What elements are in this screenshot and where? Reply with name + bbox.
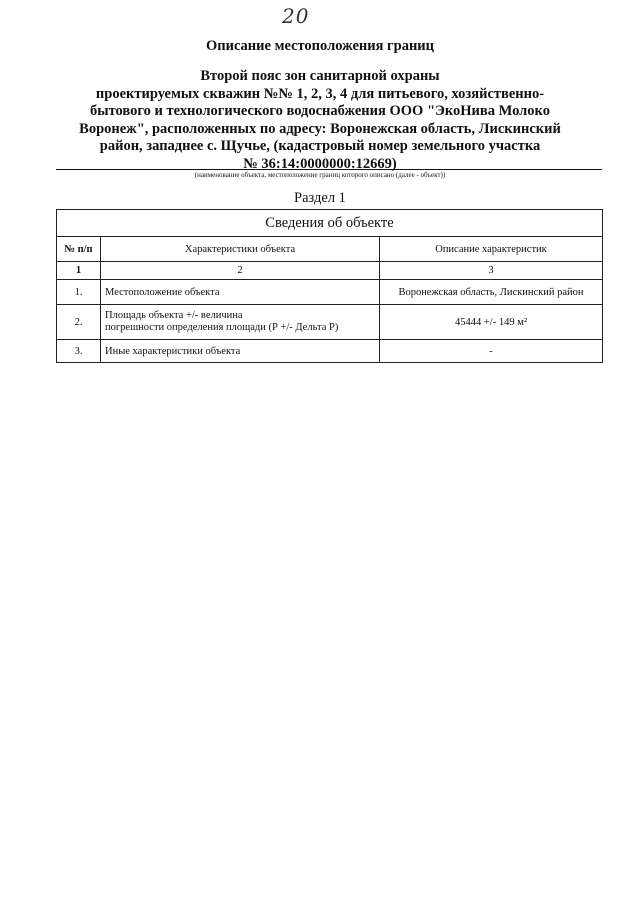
heading-underline — [56, 169, 602, 170]
heading-caption: (наименование объекта, местоположение границ которого описано (далее - объект)) — [194, 171, 446, 179]
row-characteristic: Местоположение объекта — [101, 280, 380, 305]
object-info-table — [56, 209, 603, 363]
heading-line: Второй пояс зон санитарной охраны — [200, 68, 440, 84]
row-characteristic-line: погрешности определения площади (Р +/- Дельта Р) — [105, 322, 339, 333]
row-number: 2. — [57, 305, 101, 340]
row-description: Воронежская область, Лискинский район — [380, 280, 603, 305]
column-header-description: Описание характеристик — [380, 237, 603, 262]
row-description: - — [380, 340, 603, 363]
table-row — [57, 340, 603, 363]
column-header-number: № п/п — [57, 237, 101, 262]
heading-line: Воронеж", расположенных по адресу: Воронежская область, Лискинский — [79, 120, 561, 137]
object-heading — [60, 68, 580, 173]
column-header-characteristic: Характеристики объекта — [101, 237, 380, 262]
table-caption: Сведения об объекте — [57, 210, 603, 237]
row-description: 45444 +/- 149 м² — [380, 305, 603, 340]
row-characteristic-line: Площадь объекта +/- величина — [105, 310, 243, 321]
heading-line: район, западнее с. Щучье, (кадастровый номер земельного участка — [99, 138, 541, 154]
row-number: 1. — [57, 280, 101, 305]
row-characteristic — [101, 305, 380, 340]
document-title: Описание местоположения границ — [205, 38, 435, 54]
table-row — [57, 305, 603, 340]
column-number: 1 — [57, 262, 101, 280]
heading-line: бытового и технологического водоснабжения ООО "ЭкоНива Молоко — [90, 103, 550, 119]
row-characteristic: Иные характеристики объекта — [101, 340, 380, 363]
table-row — [57, 280, 603, 305]
row-number: 3. — [57, 340, 101, 363]
column-number: 2 — [101, 262, 380, 280]
section-title: Раздел 1 — [294, 190, 346, 206]
page-number: 20 — [282, 4, 310, 28]
column-number: 3 — [380, 262, 603, 280]
heading-line: № 36:14:0000000:12669) — [243, 155, 397, 172]
heading-line: проектируемых скважин №№ 1, 2, 3, 4 для питьевого, хозяйственно- — [95, 85, 545, 102]
